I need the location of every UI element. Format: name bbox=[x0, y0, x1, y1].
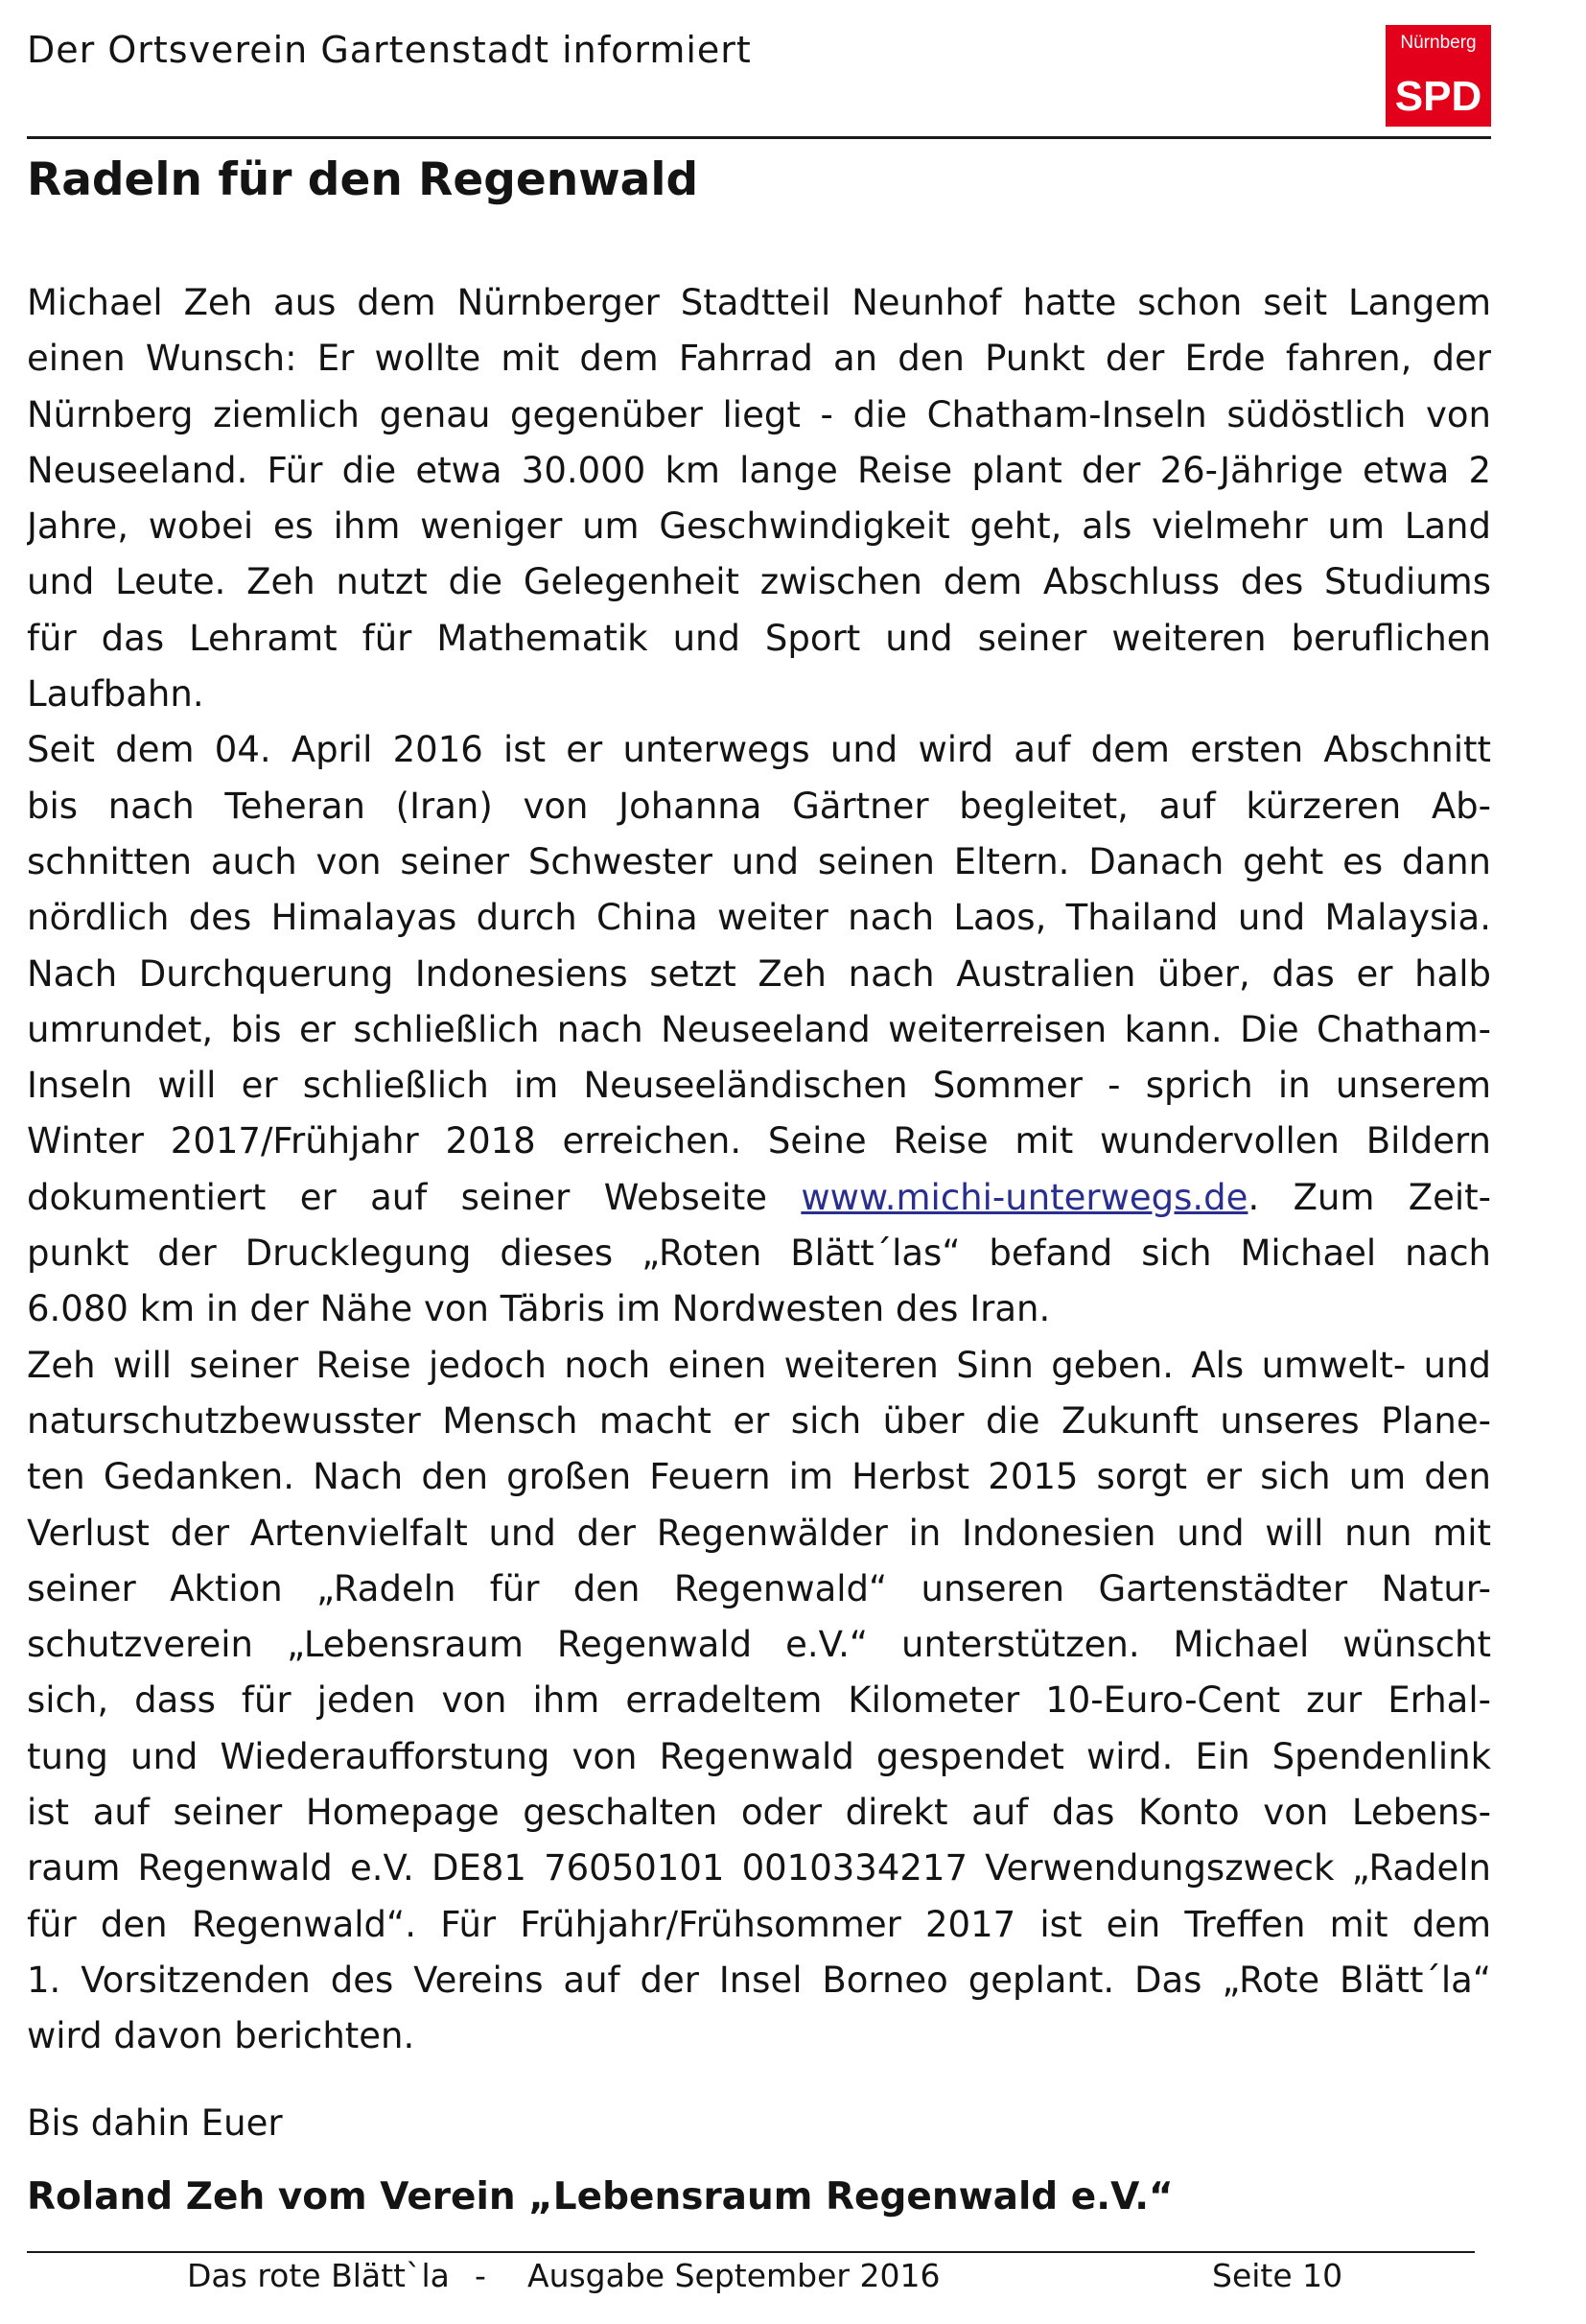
footer-issue: Ausgabe September 2016 bbox=[527, 2257, 941, 2294]
body-line: 1. Vorsitzenden des Vereins auf der Insel Borneo geplant. Das „Rote Blätt´la“ bbox=[27, 1959, 1491, 2001]
footer-publication: Das rote Blätt`la bbox=[187, 2257, 450, 2294]
body-line: tung und Wiederaufforstung von Regenwald gespendet wird. Ein Spendenlink bbox=[27, 1735, 1491, 1777]
body-line-with-link bbox=[27, 1170, 1491, 1226]
body-line: seiner Aktion „Radeln für den Regenwald“ unseren Gartenstädter Natur- bbox=[27, 1567, 1491, 1609]
article-title: Radeln für den Regenwald bbox=[27, 153, 699, 206]
header-divider bbox=[27, 136, 1491, 139]
logo-city: Nürnberg bbox=[1400, 33, 1477, 53]
body-line: Winter 2017/Frühjahr 2018 erreichen. Seine Reise mit wundervollen Bildern bbox=[27, 1120, 1491, 1162]
body-line: Laufbahn. bbox=[27, 673, 204, 716]
body-line: Verlust der Artenvielfalt und der Regenwälder in Indonesien und will nun mit bbox=[27, 1512, 1491, 1554]
body-line: Neuseeland. Für die etwa 30.000 km lange Reise plant der 26-Jährige etwa 2 bbox=[27, 449, 1491, 491]
body-line: Nürnberg ziemlich genau gegenüber liegt - die Chatham-Inseln südöstlich von bbox=[27, 393, 1491, 435]
body-line: naturschutzbewusster Mensch macht er sich über die Zukunft unseres Plane- bbox=[27, 1399, 1491, 1442]
body-line: bis nach Teheran (Iran) von Johanna Gärtner begleitet, auf kürzeren Ab- bbox=[27, 785, 1491, 827]
body-line: Nach Durchquerung Indonesiens setzt Zeh nach Australien über, das er halb bbox=[27, 952, 1491, 995]
body-line: einen Wunsch: Er wollte mit dem Fahrrad an den Punkt der Erde fahren, der bbox=[27, 338, 1491, 380]
body-line: raum Regenwald e.V. DE81 76050101 0010334217 Verwendungszweck „Radeln bbox=[27, 1847, 1491, 1890]
footer-divider bbox=[27, 2251, 1475, 2253]
header-title: Der Ortsverein Gartenstadt informiert bbox=[27, 29, 752, 71]
body-line: und Leute. Zeh nutzt die Gelegenheit zwischen dem Abschluss des Studiums bbox=[27, 561, 1491, 603]
body-line: umrundet, bis er schließlich nach Neuseeland weiterreisen kann. Die Chatham- bbox=[27, 1008, 1491, 1050]
author-signature: Roland Zeh vom Verein „Lebensraum Regenwald e.V.“ bbox=[27, 2175, 1174, 2218]
article-body bbox=[27, 275, 1491, 2065]
body-line: Jahre, wobei es ihm weniger um Geschwindigkeit geht, als vielmehr um Land bbox=[27, 505, 1491, 548]
body-line: Seit dem 04. April 2016 ist er unterwegs und wird auf dem ersten Abschnitt bbox=[27, 729, 1491, 771]
body-line: Zeh will seiner Reise jedoch noch einen weiteren Sinn geben. Als umwelt- und bbox=[27, 1344, 1491, 1386]
body-line: Michael Zeh aus dem Nürnberger Stadtteil Neunhof hatte schon seit Langem bbox=[27, 282, 1491, 323]
body-line: ist auf seiner Homepage geschalten oder direkt auf das Konto von Lebens- bbox=[27, 1792, 1491, 1834]
body-line: schnitten auch von seiner Schwester und seinen Eltern. Danach geht es dann bbox=[27, 840, 1491, 882]
footer-page-number: Seite 10 bbox=[1212, 2257, 1343, 2294]
body-line: 6.080 km in der Nähe von Täbris im Nordwesten des Iran. bbox=[27, 1288, 1051, 1330]
logo-party: SPD bbox=[1394, 73, 1482, 120]
body-line: ten Gedanken. Nach den großen Feuern im Herbst 2015 sorgt er sich um den bbox=[27, 1456, 1491, 1498]
footer-separator: - bbox=[475, 2257, 486, 2294]
body-line-text: dokumentiert er auf seiner Webseite bbox=[27, 1176, 767, 1218]
body-line-text: . Zum Zeit- bbox=[1248, 1176, 1491, 1218]
spd-logo bbox=[1386, 25, 1491, 127]
body-line: sich, dass für jeden von ihm erradeltem Kilometer 10-Euro-Cent zur Erhal- bbox=[27, 1679, 1491, 1722]
body-line: punkt der Drucklegung dieses „Roten Blätt´las“ befand sich Michael nach bbox=[27, 1232, 1491, 1275]
body-line: Inseln will er schließlich im Neuseeländischen Sommer - sprich in unserem bbox=[27, 1065, 1491, 1107]
closing-greeting: Bis dahin Euer bbox=[27, 2102, 283, 2144]
website-link[interactable]: www.michi-unterwegs.de bbox=[801, 1176, 1248, 1218]
body-line: für den Regenwald“. Für Frühjahr/Frühsommer 2017 ist ein Treffen mit dem bbox=[27, 1903, 1491, 1945]
body-line: nördlich des Himalayas durch China weiter nach Laos, Thailand und Malaysia. bbox=[27, 897, 1491, 939]
body-line: schutzverein „Lebensraum Regenwald e.V.“ unterstützen. Michael wünscht bbox=[27, 1624, 1491, 1666]
body-line: wird davon berichten. bbox=[27, 2015, 415, 2057]
body-line: für das Lehramt für Mathematik und Sport und seiner weiteren beruflichen bbox=[27, 617, 1491, 659]
